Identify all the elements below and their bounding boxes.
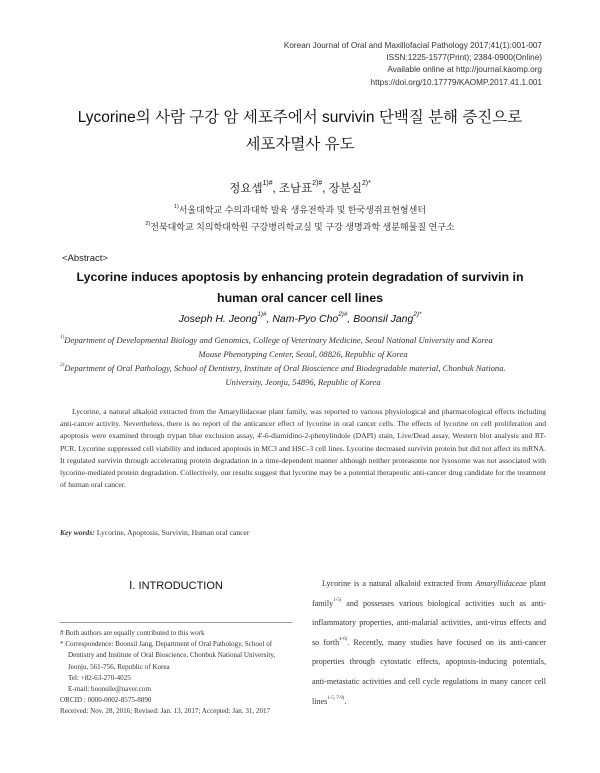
footnote-orcid: ORCID : 0000-0002-8575-8890 <box>60 696 152 705</box>
keywords <box>60 528 546 537</box>
doi: https://doi.org/10.17779/KAOMP.2017.41.1.001 <box>370 77 542 87</box>
abstract-body: Lycorine, a natural alkaloid extracted from the Amaryllidaceae plant family, was reported to various physiological and pharmacological effects including anti-cancer activity. Nevertheless, there is no report of the anticancer effect of lycorine in oral cancer cells. The effects of lycorine on cell proliferation and apoptosis were examined through trypan blue exclusion assay, 4'-6-diamidino-2-phenylindole (DAPI) stain, Live/Dead assay, Western blot analysis and RT-PCR. Lycorine suppressed cell viability and induced apoptosis in MC3 and HSC-3 cell lines. Lycorine decreased survivin protein but did not affect its mRNA. It regulated survivin through accelerating protein degradation in a time-dependent manner although neither proteasome nor lysosome was not associated with lycorine-mediated protein degradation. Collectively, our results suggest that lycorine may be a potential therapeutic anti-cancer drug candidate for the treatment of human oral cancer. <box>60 407 546 490</box>
footnote-correspondence: * Correspondence: Boonsil Jang, Department of Oral Pathology, School of Dentistry and Institute of Oral Bioscience, Chonbuk National University, Jeonju, 561-756, Republic of Korea <box>60 640 276 671</box>
affiliation-en-1: $^{1)}$Department of Developmental Biology and Genomics, College of Veterinary Medicine, Seoul National University and Korea <box>60 333 493 345</box>
footnote-email: E-mail: boonsile@naver.com <box>68 685 151 694</box>
english-title-line2: human oral cancer cell lines <box>217 291 383 305</box>
english-title <box>0 267 600 309</box>
footnotes <box>60 622 292 718</box>
affiliation-en-1-cont: Mouse Phenotyping Center, Seoul, 08826, Republic of Korea <box>198 349 408 359</box>
journal-citation: Korean Journal of Oral and Maxillofacial Pathology 2017;41(1):001-007 <box>283 41 542 50</box>
korean-title-line1: Lycorine의 사람 구강 암 세포주에서 survivin 단백질 분해 증진으로 <box>77 109 523 126</box>
available-online: Available online at http://journal.kaomp.org <box>387 65 542 75</box>
author-2-ko: 조남표 <box>278 183 313 195</box>
keywords-value: Lycorine, Apoptosis, Survivin, Human oral cancer <box>96 528 250 537</box>
author-3-ko: 장분실 <box>328 183 362 195</box>
english-affiliations <box>60 333 546 389</box>
korean-title-line2: 세포자멸사 유도 <box>245 136 355 153</box>
author-1-en: Joseph H. Jeong <box>178 313 258 325</box>
english-title-line1: Lycorine induces apoptosis by enhancing protein degradation of survivin in <box>76 270 524 284</box>
introduction-paragraph: Lycorine is a natural alkaloid extracted from Amaryllidaceae plant family$^{1-5)}$ and possesses various biological activities such as anti-inflammatory properties, anti-malarial activities, anti-virus effects and so forth$^{4-6)}$. Recently, many studies have focused on its anti-cancer properties through cytostatic effects, apoptosis-inducing potentials, anti-metastatic activities and cell cycle regulations in many cancer cell lines$^{1-5, 7-9)}$. <box>312 579 547 706</box>
author-1-ko: 정요셉 <box>229 183 263 195</box>
abstract-label: <Abstract> <box>62 253 108 264</box>
affiliation-ko-1: $^{1)}$서울대학교 수의과대학 발육 생유전학과 및 한국생쥐표현형센터 <box>173 203 427 215</box>
keywords-label: Key words: <box>60 528 95 537</box>
korean-affiliations <box>0 202 600 236</box>
korean-authors: 정요셉$^{1)\#}$, 조남표$^{2)\#}$, 장분실$^{2)*}$ <box>229 180 371 195</box>
korean-title <box>0 104 600 158</box>
affiliation-en-2-cont: University, Jeonju, 54896, Republic of Korea <box>225 377 381 387</box>
footnote-equal-contribution: # Both authors are equally contributed to this work <box>60 629 205 637</box>
journal-header <box>182 40 542 89</box>
affiliation-ko-2: $^{2)}$전북대학교 치의학대학원 구강병리학교실 및 구강 생명과학 생분해물질 연구소 <box>145 220 455 232</box>
section-title-introduction: Ⅰ. INTRODUCTION <box>129 580 223 592</box>
issn: ISSN:1225-1577(Print); 2384-0900(Online) <box>386 53 542 63</box>
english-authors: Joseph H. Jeong$^{1)\#}$, Nam-Pyo Cho$^{2)\#}$, Boonsil Jang$^{2)*}$ <box>178 310 422 325</box>
author-3-en: Boonsil Jang <box>353 313 414 325</box>
author-2-en: Nam-Pyo Cho <box>272 313 339 325</box>
footnote-tel: Tel: +82-63-270-4025 <box>68 673 131 682</box>
footnote-divider <box>60 622 292 623</box>
affiliation-en-2: $^{2)}$Department of Oral Pathology, School of Dentistry, Institute of Oral Bioscience and Biodegradable material, Chonbuk Nationa. <box>60 361 506 373</box>
footnote-received: Received: Nov. 28, 2016; Revised: Jan. 13, 2017; Accepted: Jan. 31, 2017 <box>60 707 271 716</box>
